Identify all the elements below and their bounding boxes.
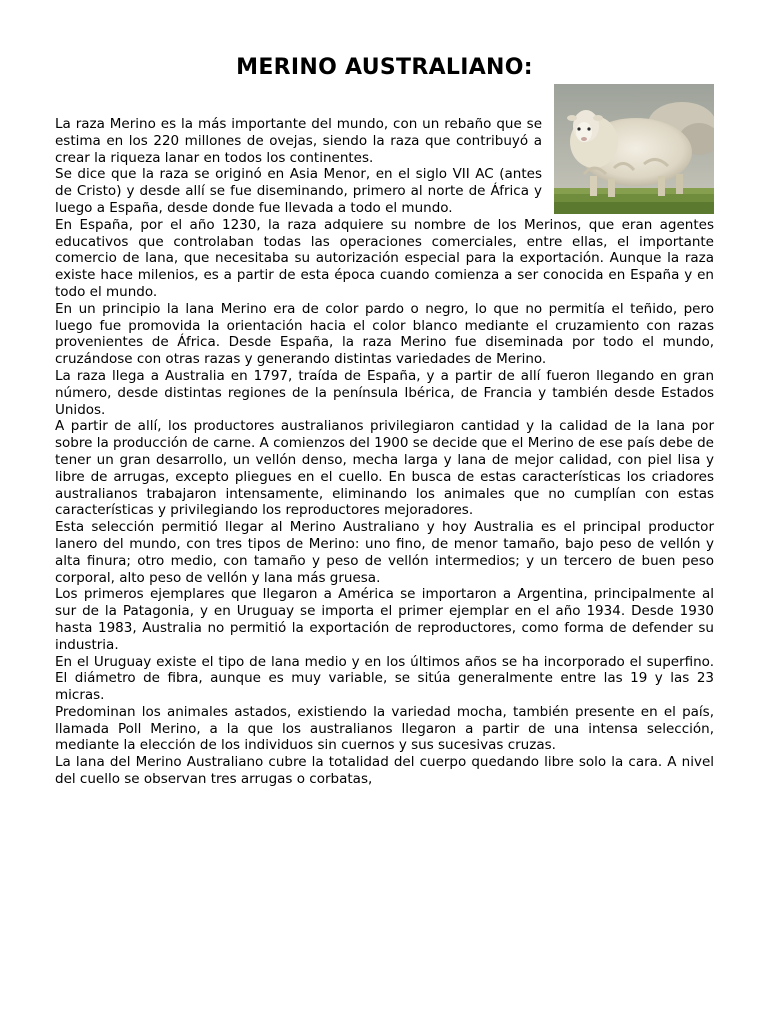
paragraph: En un principio la lana Merino era de color pardo o negro, lo que no permitía el teñido, pero luego fue promovida la orientación hacia el color blanco mediante el cruzamiento con razas provenientes de África. Desde España, la raza Merino fue diseminada por todo el mundo, cruzándose con otras razas y generando distintas variedades de Merino.	[55, 300, 714, 368]
paragraph: Los primeros ejemplares que llegaron a América se importaron a Argentina, principalmente al sur de la Patagonia, y en Uruguay se importa el primer ejemplar en el año 1934. Desde 1930 hasta 1983, Australia no permitió la exportación de reproductores, como forma de defender su industria.	[55, 586, 714, 653]
paragraph: La lana del Merino Australiano cubre la totalidad del cuerpo quedando libre solo la cara. A nivel del cuello se observan tres arrugas o corbatas,	[55, 754, 714, 788]
paragraph: La raza Merino es la más importante del mundo, con un rebaño que se estima en los 220 millones de ovejas, siendo la raza que contribuyó a crear la riqueza lanar en todos los continentes.	[55, 116, 542, 166]
paragraph: A partir de allí, los productores australianos privilegiaron cantidad y la calidad de la lana por sobre la producción de carne. A comienzos del 1900 se decide que el Merino de ese país debe de tener un gran desarrollo, un vellón denso, mecha larga y lana de mejor calidad, con piel lisa y libre de arrugas, excepto pliegues en el cuello. En busca de estas características los criadores australianos trabajaron intensamente, eliminando los animales que no cumplían con estas características y privilegiando los reproductores mejoradores.	[55, 418, 714, 519]
page-title: MERINO AUSTRALIANO:	[236, 55, 533, 80]
paragraph: La raza llega a Australia en 1797, traída de España, y a partir de allí fueron llegando en gran número, desde distintas regiones de la península Ibérica, de Francia y también desde Estados Unidos.	[55, 367, 714, 418]
document-page	[55, 0, 714, 1024]
paragraph: En España, por el año 1230, la raza adquiere su nombre de los Merinos, que eran agentes educativos que controlaban todas las operaciones comerciales, entre ellas, el importante comercio de lana, que necesitaba su autorización especial para la exportación. Aunque la raza existe hace milenios, es a partir de esta época cuando comienza a ser conocida en España y en todo el mundo.	[55, 216, 714, 300]
paragraph: Esta selección permitió llegar al Merino Australiano y hoy Australia es el principal productor lanero del mundo, con tres tipos de Merino: uno fino, de menor tamaño, bajo peso de vellón y alta finura; otro medio, con tamaño y peso de vellón intermedios; y un tercero de buen peso corporal, alto peso de vellón y lana más gruesa.	[55, 519, 714, 586]
merino-sheep-photo	[554, 84, 714, 194]
paragraph: Se dice que la raza se originó en Asia Menor, en el siglo VII AC (antes de Cristo) y desde allí se fue diseminando, primero al norte de África y luego a España, desde donde fue llevada a todo el mundo.	[55, 166, 542, 216]
paragraph: En el Uruguay existe el tipo de lana medio y en los últimos años se ha incorporado el superfino. El diámetro de fibra, aunque es muy variable, se sitúa generalmente entre las 19 y las 23 micras.	[55, 653, 714, 704]
document-body	[55, 116, 714, 788]
paragraph: Predominan los animales astados, existiendo la variedad mocha, también presente en el país, llamada Poll Merino, a la que los australianos llegaron a partir de una intensa selección, mediante la elección de los individuos sin cuernos y sus sucesivas cruzas.	[55, 703, 714, 754]
